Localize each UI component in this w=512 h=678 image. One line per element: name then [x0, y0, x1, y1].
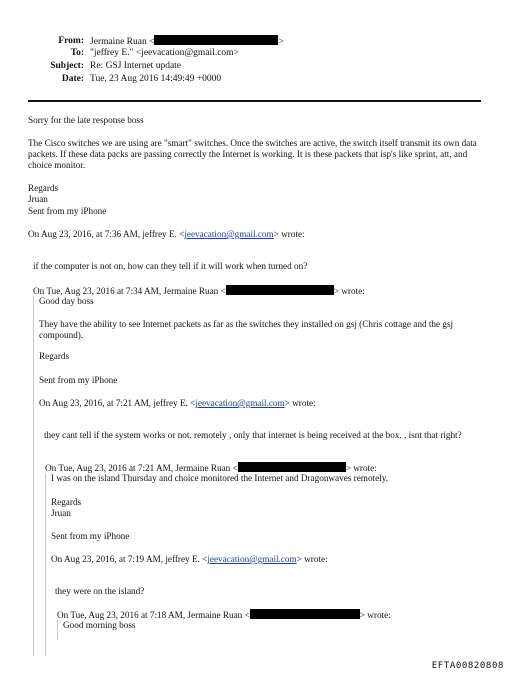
document-id: EFTA00820808 [431, 661, 504, 671]
good-morning-line: Good morning boss [63, 620, 136, 630]
island-line: I was on the island Thursday and choice monitored the Internet and Dragonwaves remotely. [51, 473, 389, 483]
redaction-box [154, 35, 278, 45]
email-link[interactable]: jeevacation@gmail.com [207, 554, 297, 564]
from-tail: > [278, 37, 284, 47]
date-label: Date: [61, 74, 84, 84]
subject-label: Subject: [50, 61, 84, 71]
computer-question: if the computer is not on, how can they tell if it will work when turned on? [33, 261, 308, 271]
signature-name: Jruan [28, 194, 48, 204]
to-value: "jeffrey E." <jeevacation@gmail.com> [90, 48, 239, 58]
quote-header: On Aug 23, 2016, at 7:36 AM, jeffrey E. <jeevacation@gmail.com> wrote: [28, 229, 305, 239]
from-name: Jermaine Ruan < [90, 37, 155, 47]
redaction-box [226, 285, 334, 295]
from-label: From: [58, 36, 84, 46]
good-day-line: Good day boss [39, 296, 94, 306]
cant-tell-paragraph: they cant tell if the system works or not. remotely , only that internet is being received at the box. , isnt that right? [44, 430, 462, 440]
regards-line: Regards [28, 183, 59, 193]
quote-header: On Tue, Aug 23, 2016 at 7:34 AM, Jermaine Ruan < > wrote: [33, 286, 365, 296]
email-link[interactable]: jeevacation@gmail.com [195, 398, 285, 408]
regards-line: Regards [51, 497, 82, 507]
subject-value: Re: GSJ Internet update [90, 61, 182, 71]
sent-from-line: Sent from my iPhone [51, 531, 130, 541]
sent-from-line: Sent from my iPhone [28, 206, 107, 216]
quote-bar [33, 296, 34, 656]
header-divider [28, 100, 481, 102]
were-island-question: they were on the island? [55, 586, 145, 596]
cisco-paragraph: The Cisco switches we are using are "smart" switches. Once the switches are active, the switch itself transmit its own data packets. If these data packs are passing correctly the Internet is working. It is these packets that isp's like sprint, att, and choice monitor. [28, 138, 477, 170]
sorry-line: Sorry for the late response boss [28, 115, 144, 125]
quote-header: On Tue, Aug 23, 2016 at 7:18 AM, Jermaine Ruan < > wrote: [57, 610, 391, 620]
signature-name: Jruan [51, 508, 71, 518]
to-label: To: [70, 48, 84, 58]
quote-header: On Tue, Aug 23, 2016 at 7:21 AM, Jermaine Ruan < > wrote: [45, 463, 377, 473]
email-link[interactable]: jeevacation@gmail.com [184, 229, 274, 239]
sent-from-line: Sent from my iPhone [39, 375, 118, 385]
redaction-box [238, 462, 346, 472]
quote-header: On Aug 23, 2016, at 7:19 AM, jeffrey E. <jeevacation@gmail.com> wrote: [51, 554, 328, 564]
redaction-box [250, 609, 360, 619]
regards-line: Regards [39, 351, 70, 361]
quote-header: On Aug 23, 2016, at 7:21 AM, jeffrey E. <jeevacation@gmail.com> wrote: [39, 398, 316, 408]
ability-paragraph: They have the ability to see Internet packets as far as the switches they installed on gsj (Chris cottage and the gsj compound). [39, 319, 454, 340]
quote-bar [45, 473, 46, 656]
date-value: Tue, 23 Aug 2016 14:49:49 +0000 [90, 74, 222, 84]
quote-bar [57, 620, 58, 640]
